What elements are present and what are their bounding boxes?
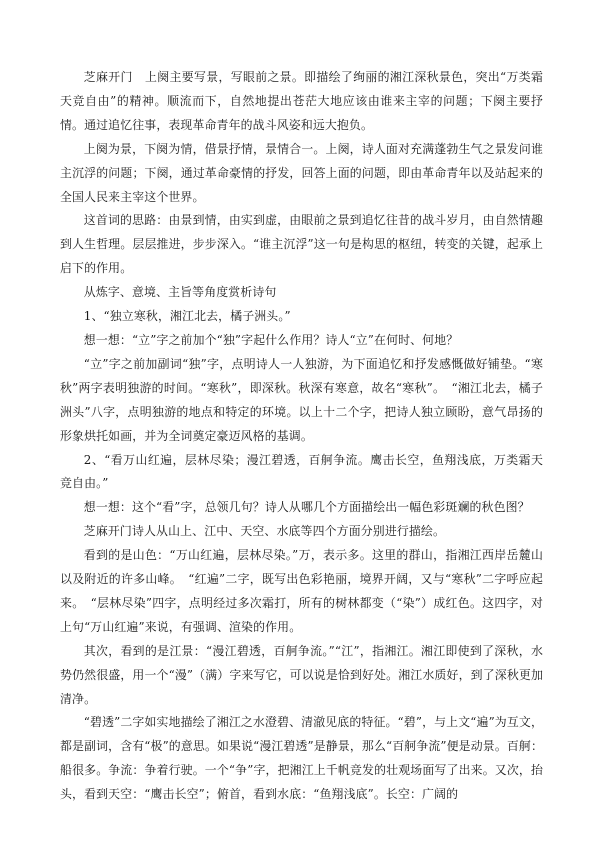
paragraph-intro: 芝麻开门 上阕主要写景，写眼前之景。即描绘了绚丽的湘江深秋景色，突出“万类霜天竞自由”的精神。顺流而下，自然地提出苍茫大地应该由谁来主宰的问题；下阕主要抒情。通过追忆往事，表现革命青年的战斗风姿和远大抱负。 (60, 70, 543, 132)
paragraph-thought-path: 这首词的思路：由景到情，由实到虚，由眼前之景到追忆往昔的战斗岁月，由自然情趣到人生哲理。层层推进，步步深入。“谁主沉浮”这一句是构思的枢纽，转变的关键，起承上启下的作用。 (60, 213, 543, 276)
answer-2-mountain: 看到的是山色：“万山红遍，层林尽染。”万，表示多。这里的群山，指湘江西岸岳麓山以及附近的许多山峰。 “红遍”二字，既写出色彩艳丽，境界开阔，又与“寒秋”二字呼应起来。 “层林尽染”四字，点明经过多次霜打，所有的树林都变（“染”）成红色。这四字，对上句“万山红遍”来说，有强调、渲染的作用。 (60, 548, 543, 634)
section-heading: 从炼字、意境、主旨等角度赏析诗句 (83, 285, 277, 300)
answer-2-river: 其次，看到的是江景：“漫江碧透，百舸争流。”“江”，指湘江。湘江即使到了深秋，水势仍然很盛，用一个“漫”（满）字来写它，可以说是恰到好处。湘江水质好，到了深秋更加清净。 (60, 643, 543, 706)
answer-2-overview: 芝麻开门诗人从山上、江中、天空、水底等四个方面分别进行描绘。 (83, 524, 446, 539)
answer-1: “立”字之前加副词“独”字，点明诗人一人独游，为下面追忆和抒发感慨做好铺垫。“寒秋”两字表明独游的时间。“寒秋”，即深秋。秋深有寒意，故名“寒秋”。 “湘江北去，橘子洲头”八字，点明独游的地点和特定的环境。以上十二个字，把诗人独立顾盼，意气昂扬的形象烘托如画，并为全词奠定豪迈风格的基调。 (60, 356, 543, 443)
answer-2-water-sky: “碧透”二字如实地描绘了湘江之水澄碧、清澈见底的特征。“碧”，与上文“遍”为互文，都是副词，含有“极”的意思。如果说“漫江碧透”是静景，那么“百舸争流”便是动景。百舸：船很多。争流：争着行驶。一个“争”字，把湘江上千帆竞发的壮观场面写了出来。又次，抬头，看到天空：“鹰击长空”；俯首，看到水底：“鱼翔浅底”。长空：广阔的 (60, 715, 543, 802)
question-2: 想一想：这个“看”字，总领几句？诗人从哪几个方面描绘出一幅色彩斑斓的秋色图？ (83, 500, 530, 515)
verse-quote-1: 1、“独立寒秋，湘江北去，橘子洲头。” (83, 309, 291, 324)
paragraph-structure: 上阕为景，下阕为情，借景抒情，景情合一。上阕，诗人面对充满蓬勃生气之景发问谁主沉浮的问题；下阕，通过革命豪情的抒发，回答上面的问题，即由革命青年以及站起来的全国人民来主宰这个世界。 (60, 141, 543, 204)
question-1: 想一想：“立”字之前加个“独”字起什么作用？诗人“立”在何时、何地？ (83, 332, 459, 347)
verse-quote-2: 2、“看万山红遍，层林尽染；漫江碧透，百舸争流。鹰击长空，鱼翔浅底，万类霜天竞自由。” (60, 452, 543, 491)
